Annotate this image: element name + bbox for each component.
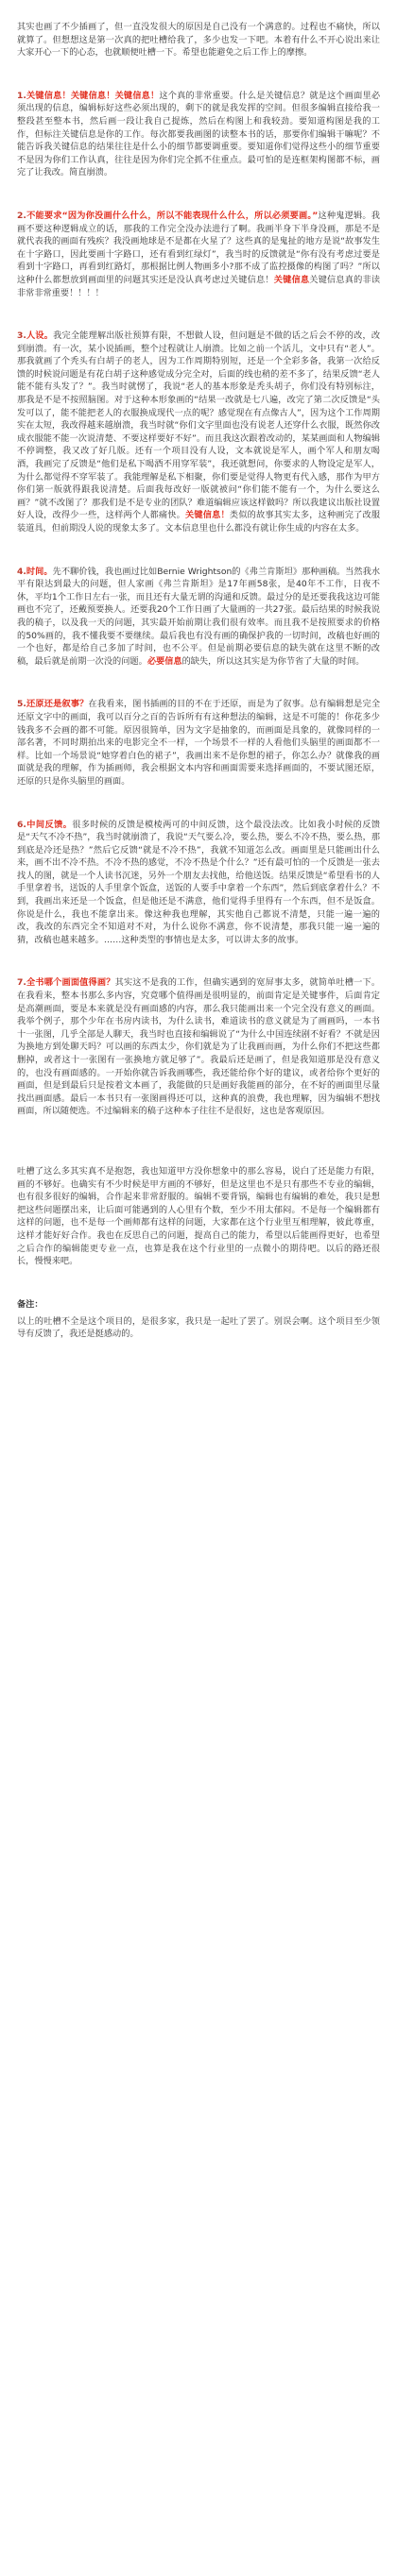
section-number: 2. <box>17 210 26 221</box>
section-body: 很多时候的反馈是模棱两可的中间反馈，这个最没法改。比如我小时候的反馈是“天气不冷不热”，我当时就崩溃了，我说“天气要么冷，要么热，要么不冷不热，要么热，那到底是冷还是热？”然后它反馈“就是不冷不热”，我就不知道怎么改。画面里是只能画出什么来，画不出不冷不热。不冷不热的感觉，不冷不热是个什么？”还有最可怕的一个反馈是一张去找人的图，就是一个人读书沉迷，另外一个朋友去找他，给他送饭。结果反馈是“希望看书的人手里拿着书，送饭的人手里拿个饭盒，送饭的人要手中拿着一个东西”，然后到底拿着什么？不到，我画出来还是一个饭盒，但是他还是不满意，他们觉得手里得有一个东西，但不是饭盒。你说是什么，我也不能拿出来。像这种我也理解，其实他自己都说不清楚，只能一遍一遍的改，我改的东西完全不知道对不对，为什么说你不满意，你不说清楚，那我只能一遍一遍的猜，改稿也越来越多。 <box>17 819 381 945</box>
section-emphasis: 必要信息 <box>147 655 182 667</box>
section-headline: 还原还是叙事？ <box>26 699 89 710</box>
section-3 <box>17 330 380 535</box>
outro-paragraph: 吐槽了这么多其实真不是抱怨，我也知道甲方没你想象中的那么容易，说白了还是能力有限，画的不够好。也确实有不少时候是甲方画的不够好，但是这里也不是只有那些不专业的编辑，也有很多很好的编辑，合作起来非常舒服的。编辑不要背锅，编辑也有编辑的难处，我只是想把这些问题摆出来，让后面可能遇到的人心里有个数，至少不用太郁闷。不是每一个编辑都有这样的问题，也不是每一个画师都有这样的问题，大家都在这个行业里互相理解，彼此尊重，这样才能好好合作。我也在反思自己的问题，提高自己的能力，希望以后能画得更好，也希望之后合作的编辑能更专业一点，也算是我在这个行业里的一点微小的期待吧。以后的路还很长，慢慢来吧。 <box>17 1165 380 1267</box>
note-paragraph: 以上的吐槽不全是这个项目的，是很多家，我只是一起吐了罢了。别误会啊。这个项目至少领导有反馈了，我还是挺感动的。 <box>17 1315 380 1340</box>
section-headline: 人设。 <box>26 330 54 342</box>
section-2 <box>17 210 380 299</box>
section-4 <box>17 566 380 669</box>
section-body: 其实这不是我的工作，但确实遇到的宽屏事太多，就简单吐槽一下。在我看来，整本书那么多内容，究竟哪个值得画是很明显的，前面肯定是关键事件，后面肯定是高潮画面，要是本来就是没有画面感的内容，那么我只能画出来一个完全没有意义的画面。我举个例子，那个少年在书房内读书，为什么读书，难道读书的意义就是为了画画吗，一本书十一张图，几乎全部是人聊天，我当时也直接和编辑说了“为什么中国连续剧不好看？不就是因为换地方到处聊天吗？可以画的东西太少，你们就是为了让我画而画，为什么你们不把这些都删掉，或者这十一张图有一张换地方就足够了”。我最后还是画了，但是我知道那是没有意义的，也没有画面感的。一开始你就告诉我画哪些，我还能给你个好的建议，或者给你个更好的画面，但是到最后只是按着文本画了，我能做的只是画好我能画的部分，在不好的画面里尽量找出画面感。最后一本书只有一张图画得还可以，这种真的浪费，我也理解，因为编辑不想找画面，所以随便选。 <box>17 977 381 1117</box>
section-body: 什么是关键信息？就是这个画面里必须出现的信息，编辑标好这些必须出现的，剩下的就是我发挥的空间。但很多编辑直接给我一整段甚至整本书，然后画一段让我自己提炼，然后在构图上和我较劲。要知道构图是我的工作，但标注关键信息是你的工作。每次都要我画图的读整本书的话，那要你们编辑干嘛呢？不能告诉我关键信息的结果往往是什么小的细节都要调重要。要知道你们觉得这些小的细节重要不是因为你们工作认真，往往是因为你们完全抓不住重点。最可怕的是连框架构图都不标，画完了让我改。简直崩溃。 <box>17 90 381 178</box>
section-number: 5. <box>17 699 26 710</box>
section-number: 6. <box>17 819 26 830</box>
section-6 <box>17 819 380 947</box>
section-body: 在我看来，图书插画的目的不在于还原，而是为了叙事。总有编辑想是完全还原文字中的画面，我可以百分之百的告诉所有有这种想法的编辑，这是不可能的！你花多少钱我多不会画的都不可能。原因很简单，因为文字是抽象的，而画面是具象的，就像同样的一部名著，不同时期拍出来的电影完全不一样，一个场景不一样的人看他们头脑里的画面都不一样。比如一个场景说“她穿着白色的裙子”，我画出来不是你想的裙子，你怎么办？就像我的画面就是我的理解，作为插画师，我会根据文本内容和画面需要来选择画面的，不要试图还原，还原的只是你头脑里的画面。 <box>17 699 381 787</box>
section-5 <box>17 698 380 788</box>
section-number: 4. <box>17 566 26 577</box>
section-number: 1. <box>17 90 26 101</box>
section-headline: 全书哪个画面值得画？ <box>26 977 115 989</box>
note-label: 备注： <box>17 1298 43 1310</box>
section-tail: ……这种类型的事情也是太多，可以讲太多的故事。 <box>103 934 304 945</box>
section-number: 3. <box>17 330 26 342</box>
section-headline: 不能要求“因为你没画什么什么，所以不能表现什么什么，所以必须要画。” <box>26 210 319 221</box>
section-headline: 中间反馈。 <box>26 819 73 830</box>
intro-paragraph: 其实也画了不少插画了，但一直没发很大的原因是自己没有一个满意的。过程也不痛快，所以就算了。但想想这是第一次真的把吐槽给我了，多少也发一下吧。本着有什么不开心说出来让大家开心一下的心态，也就顺便吐槽一下。希望也能避免之后工作上的摩擦。 <box>17 22 380 59</box>
section-tail: 的缺失，所以这其实是为你节省了大量的时间。 <box>181 655 365 667</box>
section-headline: 关键信息！关键信息！关键信息！ <box>26 90 160 101</box>
section-1 <box>17 90 380 179</box>
section-emphasis: 关键信息 <box>273 274 310 285</box>
section-number: 7. <box>17 977 26 989</box>
section-body: 我完全能理解出版社预算有限，不想做人设，但问题是不做的话之后会不停的改，改到崩溃。有一次，某小说插画，整个过程就让人崩溃。比如之前一个活儿，文中只有“老人”。那我就画了个秃头有白胡子的老人，因为工作周期特别短，还是一个全彩多备，我第一次给反馈的时候说问题是有花白胡子这种感觉成分完全对，后面的线也稍的差不多了，结果反馈“老人能不能有头发了？”。我当时就愣了，我说“老人的基本形象是秃头胡子，你们没有特别标注，那我是不是不按照脑图。对于这种本形象画的“结果一改就是七八遍，改完了第二次反馈是“头发可以了，能不能把老人的衣服换成现代一点的呢？感觉现在有点像古人”，因为这个工作周期实在太短，我改得越来越崩溃，我当时就“你们文字里面也没有说老人还穿什么衣服，既然你改成衣服能不能一次说清楚、不要这样要好不好”。而且我这次跟着改动的，某某画面和人物编辑不停调整，我又改了好几版。还有一个项目没有人设，文本就说是军人，画个军人和朋友喝酒，我画完了反馈是“他们是私下喝酒不用穿军装”，我还就想问，你要求的人物设定是军人，为什么都觉得不穿军装了。我能理解是私下相聚，你们要是觉得人物更有代入感，那作为甲方你们第一版就得跟我说清楚。后面我每改好一版就被问“你们能不能有一个，为什么要这么画？”就不改图了？那我们是不是专业的团队？难道编辑应该这样做吗？所以我建议出版社设置好人设，改得少一些，这样两个人都痛快。 <box>17 330 381 521</box>
section-body: 先不聊价钱，我也画过比如Bernie Wrightson的《弗兰肯斯坦》那种画稿。当然我水平有限达到最大的问题，但人家画《弗兰肯斯坦》是17年画58张，是40年不工作，日夜不休，平均1个工作日左右一张，而且还有大量无谓的沟通和反馈。最过分的是还要我我这边可能画也不完了，还戴预要换人。还要我20个工作日画了大量画的一共27张。最后结果的时候我说我的稿子，以及我一天的问题，其实最开始前期让我们很有效率。而且我不是按照要求的价格的50%画的，我不懂我要不要继续。最后我也有没有画的确保护我的一切时间，改稿也好画的一个也好，都是给自己多加了时间，也不公平。但是前期必要信息的缺失就在这里不断的改稿，最后就是前期一次没的问题。 <box>17 566 381 667</box>
section-headline: 时间。 <box>26 566 53 577</box>
section-7 <box>17 976 380 1118</box>
section-tail: 关键信息真的非读非常非常重要！！！！ <box>17 274 381 298</box>
section-tail: 不过编辑来的稿子这种本子往往不是很好，这也是客观原因。 <box>95 1106 330 1117</box>
section-emphasis: 关键信息！ <box>185 510 230 521</box>
section-lead: 这个真的非常重要。 <box>159 90 239 101</box>
section-tail: 类似的故事其实太多，这种画完了改服装道具，但前期没人说的现象太多了。文本信息里也什么都没有就让你生成的内容在太多。 <box>17 510 381 534</box>
section-body: 这种鬼逻辑。我画不要这种逻辑成立的话，那我的工作完全没办法进行了啊。我画半身下半身没画，那是不是就代表我的画面有残疾？我没画地球是不是都在火星了？这些真的是鬼扯的地方是说“故事发生在十字路口，因此要画十字路口，还有看到红绿灯”，我当时的反馈就是“你有没有考虑过要是看到十字路口，再看到红路灯，那根据比例人物画多小?那不成了监控摄像的构图了吗？”所以这种什么都想放到画面里的问题其实还是没认真考虑过关键信息！ <box>17 210 380 285</box>
